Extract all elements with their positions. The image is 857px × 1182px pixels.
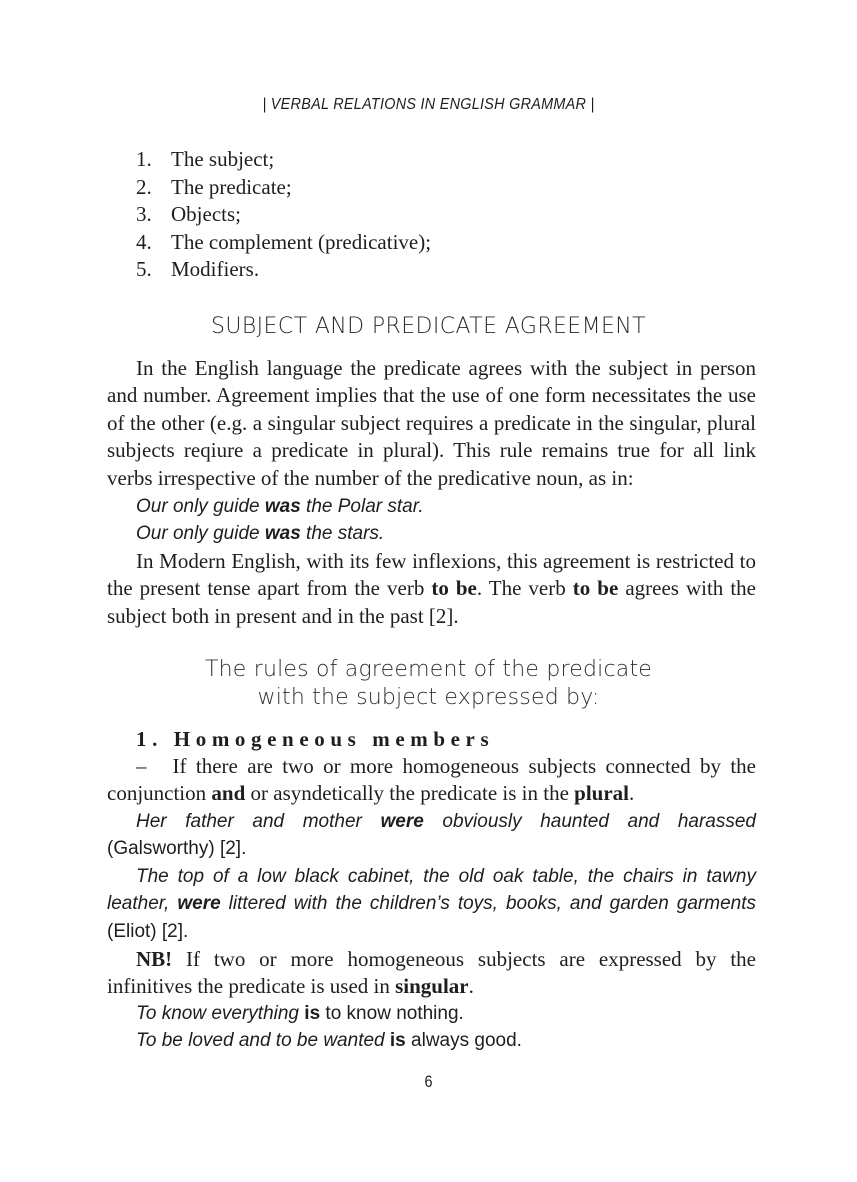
list-text: The predicate;	[171, 174, 292, 199]
list-text: The subject;	[171, 147, 275, 171]
emphasis-verb: to be	[572, 576, 619, 601]
example-text: the Polar star.	[300, 496, 424, 517]
example-verb: is	[304, 1003, 321, 1024]
page-number: 6	[424, 1072, 433, 1091]
citation: (Eliot) [2].	[107, 920, 189, 942]
nb-paragraph	[107, 946, 756, 1001]
emphasis-verb: to be	[431, 576, 477, 601]
list-number: 2.	[136, 174, 152, 199]
list-number: 5.	[136, 257, 152, 281]
paragraph-agreement: In the English language the predicate agrees with the subject in person and number. Agreement implies that the use of one form necessitates the use of the other (e.g. a singular subject requires a predicate in the singular, plural subjects reqiure a predicate in plural). This rule remains true for all link verbs irrespective of the number of the predicative noun, as in:	[107, 356, 756, 490]
list-number: 3.	[136, 202, 152, 226]
example-text: To be loved and to be wanted	[136, 1030, 390, 1051]
list-number: 1.	[136, 147, 152, 171]
list-item	[136, 174, 756, 202]
example-sentence	[136, 1027, 756, 1054]
example-text: Her father and mother	[136, 811, 381, 832]
rule-paragraph	[107, 753, 756, 808]
example-sentence	[136, 520, 756, 547]
example-verb: was	[264, 496, 301, 517]
example-text: to know nothing.	[320, 1003, 464, 1024]
emphasis-word: and	[211, 781, 246, 806]
example-text: The top of a low black cabinet, the old oak table, the chairs in tawny leather,	[107, 866, 756, 915]
list-item	[136, 146, 756, 174]
list-text: Objects;	[171, 202, 241, 226]
subheading-line: with the subject expressed by:	[257, 685, 600, 710]
subheading	[0, 656, 857, 712]
example-verb: was	[264, 523, 301, 544]
numbered-list	[136, 146, 756, 284]
list-text: The complement (predicative);	[171, 229, 432, 254]
running-header: | VERBAL RELATIONS IN ENGLISH GRAMMAR |	[262, 96, 595, 113]
example-text: always good.	[405, 1030, 522, 1051]
example-text: obviously haunted and harassed	[423, 811, 756, 832]
paragraph-text: agrees with the subject both in present and in the past [2].	[107, 576, 756, 628]
item-heading: 1. Homogeneous members	[136, 727, 495, 751]
list-number: 4.	[136, 229, 152, 254]
dash: –	[136, 754, 147, 778]
emphasis-word: plural	[574, 781, 630, 806]
subheading-line: The rules of agreement of the predicate	[204, 657, 653, 682]
list-item	[136, 229, 756, 257]
paragraph-text: or asyndetically the predicate is in the	[245, 781, 575, 806]
example-verb: were	[177, 893, 221, 915]
example-text: Our only guide	[136, 523, 265, 544]
example-paragraph	[107, 863, 756, 945]
paragraph-text: .	[468, 974, 474, 999]
example-verb: were	[380, 811, 424, 832]
paragraph-text: In Modern English, with its few inflexions, this agreement is restricted to the present tense apart from the verb	[107, 549, 756, 601]
list-item	[136, 256, 756, 284]
paragraph-text: .	[629, 781, 635, 806]
paragraph-text: If there are two or more homogeneous subjects connected by the conjunction	[107, 754, 756, 806]
example-paragraph	[107, 808, 756, 863]
list-text: Modifiers.	[171, 257, 260, 281]
emphasis-word: singular	[395, 974, 469, 999]
example-verb: is	[389, 1030, 406, 1051]
nb-label: NB!	[136, 947, 173, 971]
section-heading: SUBJECT AND PREDICATE AGREEMENT	[211, 314, 646, 339]
paragraph-text: . The verb	[476, 576, 573, 601]
example-text: the stars.	[300, 523, 385, 544]
example-text: To know everything	[136, 1003, 305, 1024]
example-sentence	[136, 493, 756, 520]
citation: (Galsworthy) [2].	[107, 838, 247, 860]
list-item	[136, 201, 756, 229]
example-text: littered with the children’s toys, books, and garden garments	[220, 893, 757, 915]
example-sentence	[136, 1000, 756, 1027]
example-text: Our only guide	[136, 496, 265, 517]
paragraph-text: If two or more homogeneous subjects are expressed by the infinitives the predicate is used in	[107, 947, 756, 999]
paragraph-modern-english	[107, 548, 756, 630]
